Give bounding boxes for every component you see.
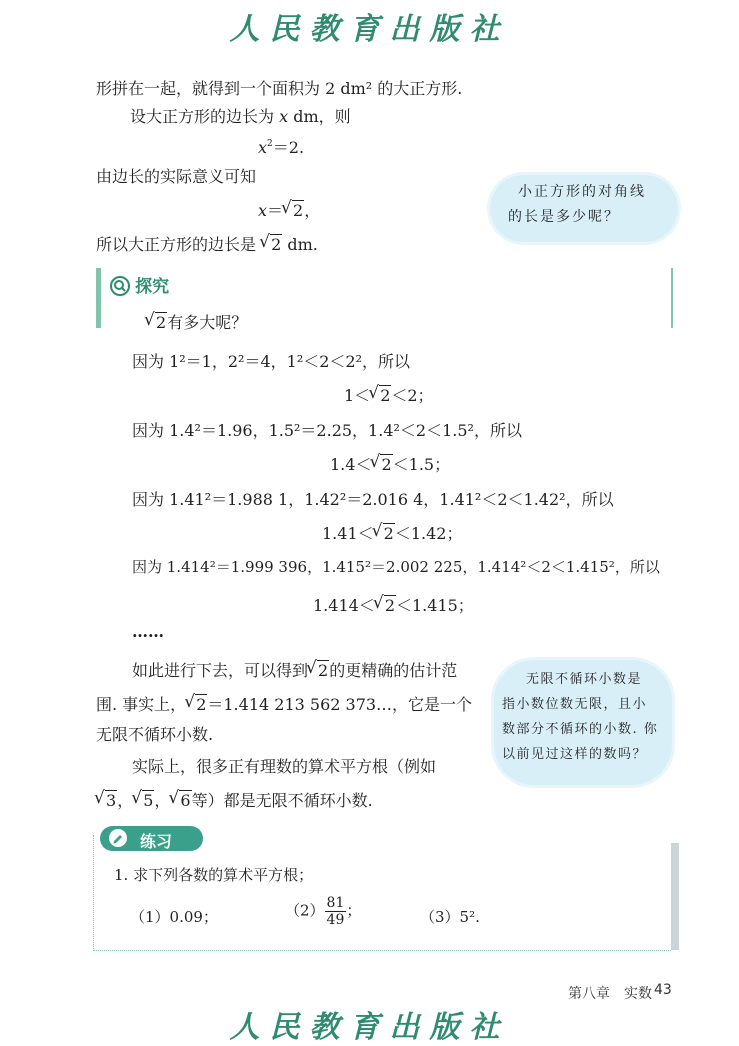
text: ＝1.414 213 562 373…，它是一个 — [207, 695, 473, 714]
radicand: 6 — [180, 791, 191, 810]
publisher-footer: 人民教育出版社 — [229, 1010, 510, 1045]
range-4 — [313, 593, 474, 616]
cloud-line: 小正方形的对角线 — [518, 184, 646, 200]
equals-sign: ＝ — [267, 201, 284, 220]
paragraph-1-line-1 — [132, 658, 457, 681]
practice-tab — [100, 826, 203, 851]
equation-rhs: ＝2. — [272, 138, 305, 157]
equation-x-squared — [258, 135, 304, 158]
cloud-line: 无限不循环小数是 — [526, 672, 643, 687]
radical — [261, 235, 282, 254]
numerator: 81 — [326, 895, 345, 911]
intro-line-2-unit: dm，则 — [288, 107, 351, 126]
cloud-line: 数部分不循环的小数. 你 — [502, 722, 659, 737]
radicand: 2 — [196, 695, 207, 714]
radical — [375, 596, 396, 615]
cloud-line: 的长是多少呢？ — [508, 209, 620, 225]
var-x: x — [258, 201, 268, 220]
radical — [283, 201, 304, 220]
explore-left-bar — [96, 268, 101, 328]
denominator: 49 — [326, 912, 345, 928]
pencil-icon — [108, 828, 128, 848]
radicand: 2 — [156, 313, 167, 332]
answer-label: （2） — [285, 901, 325, 920]
step-1: 因为 1²＝1，2²＝4，1²＜2＜2²，所以 — [132, 352, 411, 371]
cloud-line: 以前见过这样的数吗？ — [502, 747, 648, 762]
range-right: ＜1.415； — [396, 596, 474, 615]
intro-line-4 — [96, 232, 318, 255]
radical — [371, 455, 392, 474]
practice-answer-2 — [285, 895, 361, 928]
practice-answer-3: （3）5². — [420, 908, 480, 926]
var-x: x — [258, 138, 268, 157]
paragraph-2-line-1: 实际上，很多正有理数的算术平方根（例如 — [132, 757, 437, 776]
range-2 — [330, 452, 450, 475]
range-right: ＜1.5； — [392, 455, 451, 474]
intro-line-4-text: 所以大正方形的边长是 — [96, 235, 262, 254]
explore-title: 探究 — [135, 277, 170, 297]
text: 围. 事实上， — [96, 695, 187, 714]
separator: ， — [117, 791, 134, 810]
radicand: 2 — [384, 596, 395, 615]
equation-x-sqrt2 — [258, 198, 320, 221]
callout-cloud-irrational — [494, 660, 672, 785]
intro-line-2-text: 设大正方形的边长为 — [130, 107, 280, 126]
intro-line-2 — [130, 104, 351, 127]
paragraph-1-line-3: 无限不循环小数. — [96, 725, 214, 744]
question-text: 有多大呢？ — [167, 313, 248, 332]
radical — [308, 661, 329, 680]
callout-cloud-diagonal — [490, 175, 678, 242]
text: 如此进行下去，可以得到 — [132, 661, 309, 680]
practice-box — [93, 835, 671, 951]
range-right: ＜1.42； — [394, 524, 463, 543]
explore-heading — [110, 272, 169, 297]
range-left: 1.4＜ — [330, 455, 372, 474]
range-left: 1.414＜ — [313, 596, 375, 615]
punctuation: ； — [346, 901, 362, 920]
range-right: ＜2； — [391, 386, 434, 405]
step-2: 因为 1.4²＝1.96，1.5²＝2.25，1.4²＜2＜1.5²，所以 — [132, 421, 522, 440]
paragraph-2-line-2 — [96, 788, 373, 811]
intro-line-1: 形拼在一起，就得到一个面积为 2 dm² 的大正方形. — [96, 79, 463, 98]
practice-title: 练习 — [140, 832, 173, 851]
explore-question — [146, 310, 247, 333]
step-4: 因为 1.414²＝1.999 396，1.415²＝2.002 225，1.414²＜2＜1.415²，所以 — [132, 558, 660, 576]
range-left: 1＜ — [344, 386, 371, 405]
cloud-line: 指小数位数无限，且小 — [502, 697, 648, 712]
fraction — [325, 895, 347, 928]
radicand: 2 — [271, 235, 282, 254]
radical — [96, 791, 117, 810]
range-1 — [344, 383, 434, 406]
practice-box-shadow — [671, 843, 679, 950]
ellipsis: …… — [132, 622, 164, 641]
intro-line-3: 由边长的实际意义可知 — [96, 167, 257, 186]
intro-line-4-unit: dm. — [282, 235, 318, 254]
chapter-label: 第八章 实数 — [568, 986, 652, 1002]
radicand: 3 — [106, 791, 117, 810]
step-3: 因为 1.41²＝1.988 1，1.42²＝2.016 4，1.41²＜2＜1.42²，所以 — [132, 490, 614, 509]
text: 的更精确的估计范 — [329, 661, 458, 680]
punctuation: ， — [304, 201, 321, 220]
var-x: x — [279, 107, 289, 126]
radicand: 2 — [380, 386, 391, 405]
radicand: 2 — [293, 201, 304, 220]
separator: ， — [154, 791, 171, 810]
text: 等）都是无限不循环小数. — [191, 791, 373, 810]
exponent-2: 2 — [267, 139, 273, 149]
explore-right-bar — [671, 268, 673, 328]
radical — [374, 524, 395, 543]
paragraph-1-line-2 — [96, 692, 472, 715]
practice-question-1: 1. 求下列各数的算术平方根； — [114, 866, 314, 884]
magnifier-icon — [110, 276, 130, 296]
practice-answer-1: （1）0.09； — [130, 908, 218, 926]
radical — [133, 791, 154, 810]
page-number: 43 — [654, 982, 672, 998]
radical — [170, 791, 191, 810]
range-left: 1.41＜ — [322, 524, 374, 543]
range-3 — [322, 521, 462, 544]
radicand: 2 — [383, 524, 394, 543]
publisher-header: 人民教育出版社 — [229, 12, 510, 47]
radical — [146, 313, 167, 332]
radical — [186, 695, 207, 714]
radicand: 2 — [318, 661, 329, 680]
radicand: 2 — [381, 455, 392, 474]
radical — [370, 386, 391, 405]
radicand: 5 — [143, 791, 154, 810]
